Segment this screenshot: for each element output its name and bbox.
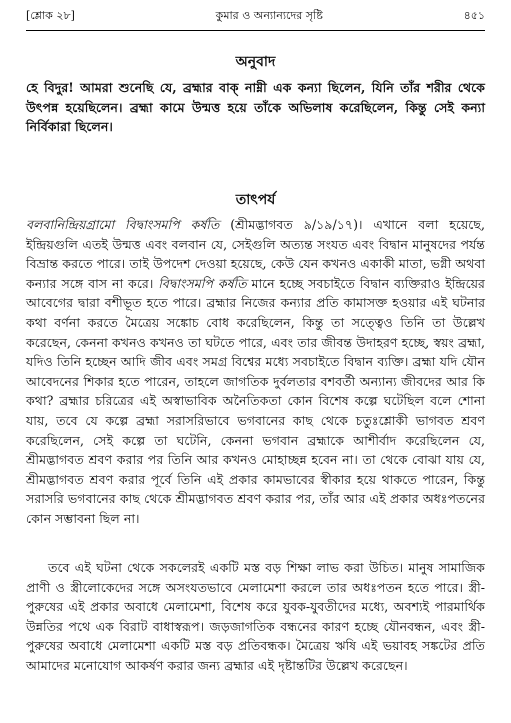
translation-text: হে বিদুর! আমরা শুনেছি যে, ব্রহ্মার বাক্ নাম্নী এক কন্যা ছিলেন, যিনি তাঁর শরীর থেকে উৎপন্ন হয়েছিলেন। ব্রহ্মা কামে উন্মত্ত হয়ে তাঁকে অভিলাষ করেছিলেন, কিন্তু সেই কন্যা নির্বিকারা ছিলেন। <box>26 80 485 135</box>
running-header <box>26 8 485 31</box>
purport-body-text: মানে হচ্ছে সবচাইতে বিদ্বান ব্যক্তিরাও ইন্দ্রিয়ের আবেগের দ্বারা বশীভূত হতে পারে। ব্রহ্মার নিজের কন্যার প্রতি কামাসক্ত হওয়ার এই ঘটনার কথা বর্ণনা করতে মৈত্রেয় সঙ্কোচ বোধ করেছিলেন, কিন্তু তা সত্ত্বেও তিনি তা উল্লেখ করেছেন, কেননা কখনও কখনও তা ঘটতে পারে, এবং তার জীবন্ত উদাহরণ হচ্ছে, স্বয়ং ব্রহ্মা, যদিও তিনি হচ্ছেন আদি জীব এবং সমগ্র বিশ্বের মধ্যে সবচাইতে বিদ্বান ব্যক্তি। ব্রহ্মা যদি যৌন আবেদনের শিকার হতে পারেন, তাহলে জাগতিক দুর্বলতার বশবর্তী অন্যান্য জীবদের আর কি কথা? ব্রহ্মার চরিত্রের এই অস্বাভাবিক অনৈতিকতা কোন বিশেষ কল্পে ঘটেছিল বলে শোনা যায়, তবে যে কল্পে ব্রহ্মা সরাসরিভাবে ভগবানের কাছ থেকে চতুঃশ্লোকী ভাগবত শ্রবণ করেছিলেন, সেই কল্পে তা ঘটেনি, কেননা ভগবান ব্রহ্মাকে আশীর্বাদ করেছিলেন যে, শ্রীমদ্ভাগবত শ্রবণ করার পর তিনি আর কখনও মোহাচ্ছন্ন হবেন না। তা থেকে বোঝা যায় যে, শ্রীমদ্ভাগবত শ্রবণ করার পূর্বে তিনি এই প্রকার কামভাবের স্বীকার হয়ে থাকতে পারেন, কিন্তু সরাসরি ভগবানের কাছ থেকে শ্রীমদ্ভাগবত শ্রবণ করার পর, তাঁর আর এই প্রকার অধঃপতনের কোন সম্ভাবনা ছিল না। <box>26 275 485 526</box>
sanskrit-quote-2: বিদ্বাংসমপি কর্ষতি <box>158 275 247 291</box>
verse-reference: [শ্লোক ২৮] <box>26 9 75 22</box>
chapter-title: কুমার ও অন্যান্যদের সৃষ্টি <box>215 9 323 22</box>
quote-reference-text: (শ্রীমদ্ভাগবত ৯/১৯/১৭)। এখানে বলা হয়েছে, ইন্দ্রিয়গুলি এতই উন্মত্ত এবং বলবান যে, সেইগুলি অত্যন্ত সংযত এবং বিদ্বান মানুষদের পর্যন্ত বিভ্রান্ত করতে পারে। তাই উপদেশ দেওয়া হয়েছে, কেউ যেন কখনও একাকী মাতা, ভগ্নী অথবা কন্যার সঙ্গে বাস না করে। <box>26 217 485 291</box>
purport-paragraph-2: তবে এই ঘটনা থেকে সকলেরই একটি মস্ত বড় শিক্ষা লাভ করা উচিত। মানুষ সামাজিক প্রাণী ও স্ত্রীলোকেদের সঙ্গে অসংযতভাবে মেলামেশা করলে তার অধঃপতন হতে পারে। স্ত্রী-পুরুষের এই প্রকার অবাধে মেলামেশা, বিশেষ করে যুবক-যুবতীদের মধ্যে, অবশ্যই পারমার্থিক উন্নতির পথে এক বিরাট বাধাস্বরূপ। জড়জাগতিক বন্ধনের কারণ হচ্ছে যৌনবন্ধন, এবং স্ত্রী-পুরুষের অবাধে মেলামেশা একটি মস্ত বড় প্রতিবন্ধক। মৈত্রেয় ঋষি এই ভয়াবহ সঙ্কটের প্রতি আমাদের মনোযোগ আকর্ষণ করার জন্য ব্রহ্মার এই দৃষ্টান্তটির উল্লেখ করেছেন। <box>26 560 485 673</box>
purport-paragraph-1 <box>26 215 485 529</box>
sanskrit-quote: বলবানিন্দ্রিয়গ্রামো বিদ্বাংসমপি কর্ষতি <box>26 217 220 232</box>
page-number: ৪৫১ <box>463 9 485 22</box>
translation-heading: অনুবাদ <box>235 54 276 70</box>
purport-heading: তাৎপর্য <box>235 192 276 208</box>
